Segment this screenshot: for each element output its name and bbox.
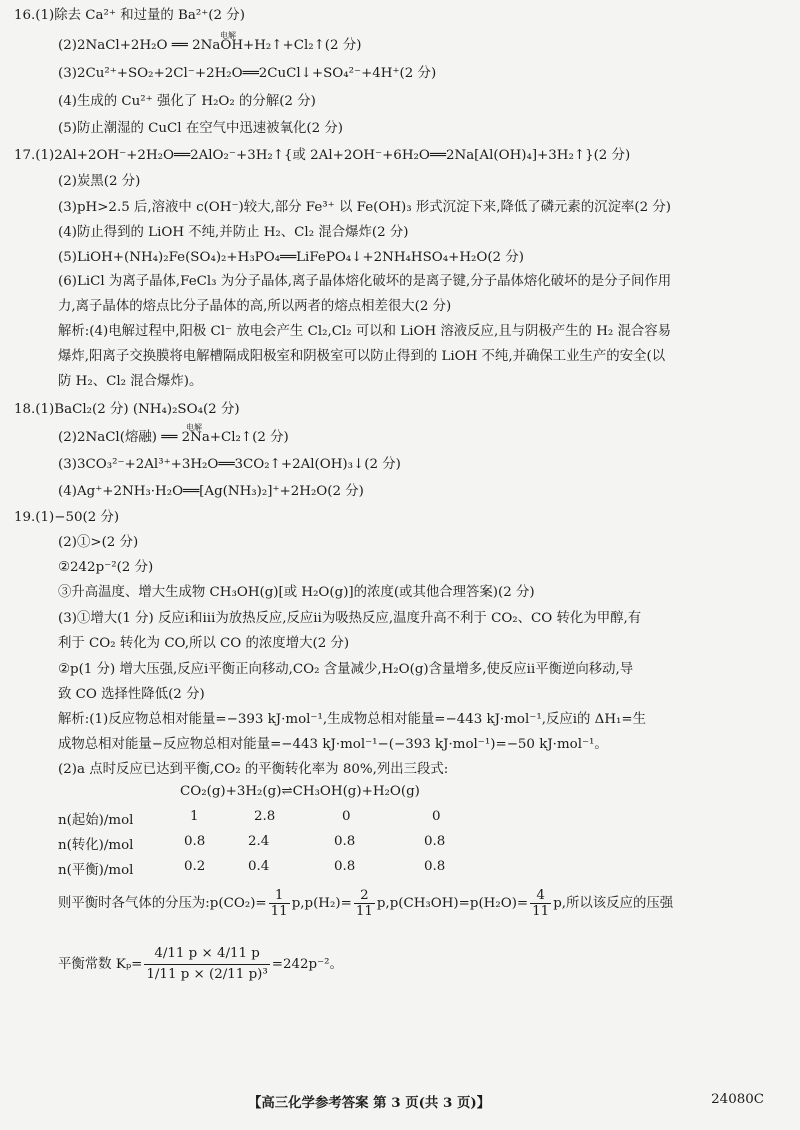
- q16-line-1: 16.(1)除去 Ca²⁺ 和过量的 Ba²⁺(2 分): [14, 8, 245, 23]
- q16-line-4: (4)生成的 Cu²⁺ 强化了 H₂O₂ 的分解(2 分): [58, 94, 316, 109]
- table-cell: 0.8: [184, 834, 206, 849]
- kp-denominator: 1/11 p × (2/11 p)³: [146, 967, 268, 982]
- q19-line-6a: ②p(1 分) 增大压强,反应ⅰ平衡正向移动,CO₂ 含量减少,H₂O(g)含量增多,使反应ⅱ平衡逆向移动,导: [58, 662, 634, 677]
- q17-line-6b: 力,离子晶体的熔点比分子晶体的高,所以两者的熔点相差很大(2 分): [58, 299, 452, 314]
- q17-line-7a: 解析:(4)电解过程中,阳极 Cl⁻ 放电会产生 Cl₂,Cl₂ 可以和 LiOH 溶液反应,且与阴极产生的 H₂ 混合容易: [58, 324, 672, 339]
- table-cell: 0: [432, 809, 441, 824]
- q17-line-7b: 爆炸,阳离子交换膜将电解槽隔成阳极室和阴极室可以防止得到的 LiOH 不纯,并确保工业生产的安全(以: [58, 349, 666, 364]
- q19-line-7b: 成物总相对能量−反应物总相对能量=−443 kJ·mol⁻¹−(−393 kJ·mol⁻¹)=−50 kJ·mol⁻¹。: [58, 737, 608, 752]
- q17-line-6a: (6)LiCl 为离子晶体,FeCl₃ 为分子晶体,离子晶体熔化破坏的是离子键,分子晶体熔化破坏的是分子间作用: [58, 274, 672, 289]
- kp-fraction: [144, 944, 269, 985]
- q19-line-5a: (3)①增大(1 分) 反应ⅰ和ⅲ为放热反应,反应ⅱ为吸热反应,温度升高不利于 CO₂、CO 转化为甲醇,有: [58, 611, 642, 626]
- fraction-numerator: 2: [354, 888, 375, 904]
- q17-line-2: (2)炭黑(2 分): [58, 174, 141, 189]
- table-cell: 0.8: [334, 834, 356, 849]
- q16-line-2-text: (2)2NaCl+2H₂O ══ 2NaOH+H₂↑+Cl₂↑(2 分): [58, 38, 362, 53]
- q19-line-6b: 致 CO 选择性降低(2 分): [58, 687, 205, 702]
- kp-text-1: 平衡常数 Kₚ=: [58, 957, 143, 972]
- q19-line-4: ③升高温度、增大生成物 CH₃OH(g)[或 H₂O(g)]的浓度(或其他合理答案)(2 分): [58, 585, 535, 600]
- q17-line-5: (5)LiOH+(NH₄)₂Fe(SO₄)₂+H₃PO₄══LiFePO₄↓+2NH₄HSO₄+H₂O(2 分): [58, 250, 524, 265]
- q19-line-2: (2)①>(2 分): [58, 535, 139, 550]
- fraction-denominator: 11: [270, 904, 288, 919]
- q17-line-1: 17.(1)2Al+2OH⁻+2H₂O══2AlO₂⁻+3H₂↑{或 2Al+2OH⁻+6H₂O══2Na[Al(OH)₄]+3H₂↑}(2 分): [14, 148, 631, 163]
- q16-line-5: (5)防止潮湿的 CuCl 在空气中迅速被氧化(2 分): [58, 121, 343, 136]
- table-cell: 2.4: [248, 834, 270, 849]
- q16-line-3: (3)2Cu²⁺+SO₂+2Cl⁻+2H₂O══2CuCl↓+SO₄²⁻+4H⁺(2 分): [58, 66, 437, 81]
- table-row-label: n(起始)/mol: [58, 813, 134, 828]
- q16-line-2-cond: 电解: [220, 31, 236, 40]
- table-cell: 0.4: [248, 859, 270, 874]
- q18-line-1: 18.(1)BaCl₂(2 分) (NH₄)₂SO₄(2 分): [14, 402, 240, 417]
- q17-line-3: (3)pH>2.5 后,溶液中 c(OH⁻)较大,部分 Fe³⁺ 以 Fe(OH)₃ 形式沉淀下来,降低了磷元素的沉淀率(2 分): [58, 200, 671, 215]
- fraction-denominator: 11: [532, 904, 550, 919]
- table-header-equation: CO₂(g)+3H₂(g)⇌CH₃OH(g)+H₂O(g): [180, 784, 420, 799]
- table-cell: 0.8: [334, 859, 356, 874]
- pp-text-1: 则平衡时各气体的分压为:p(CO₂)=: [58, 896, 267, 911]
- pp-text-2: p,p(H₂)=: [291, 896, 352, 911]
- fraction: [530, 888, 551, 919]
- q18-line-4: (4)Ag⁺+2NH₃·H₂O══[Ag(NH₃)₂]⁺+2H₂O(2 分): [58, 484, 364, 499]
- table-cell: 2.8: [254, 809, 276, 824]
- q19-line-5b: 利于 CO₂ 转化为 CO,所以 CO 的浓度增大(2 分): [58, 636, 350, 651]
- q19-line-7a: 解析:(1)反应物总相对能量=−393 kJ·mol⁻¹,生成物总相对能量=−443 kJ·mol⁻¹,反应ⅰ的 ΔH₁=生: [58, 712, 647, 727]
- fraction: [354, 888, 375, 919]
- table-cell: 0.2: [184, 859, 206, 874]
- kp-numerator: 4/11 p × 4/11 p: [144, 944, 269, 965]
- fraction-numerator: 4: [530, 888, 551, 904]
- q18-line-2: [58, 423, 770, 448]
- q18-line-2-text: (2)2NaCl(熔融) ══ 2Na+Cl₂↑(2 分): [58, 430, 289, 445]
- table-cell: 1: [190, 809, 199, 824]
- pp-text-4: p,所以该反应的压强: [553, 896, 674, 911]
- fraction-numerator: 1: [269, 888, 290, 904]
- footer-title: 【高三化学参考答案 第 3 页(共 3 页)】: [248, 1095, 491, 1111]
- q19-partial-pressures: [58, 888, 770, 920]
- kp-text-2: =242p⁻²。: [271, 957, 343, 972]
- q19-line-8: (2)a 点时反应已达到平衡,CO₂ 的平衡转化率为 80%,列出三段式:: [58, 762, 449, 777]
- q19-line-1: 19.(1)−50(2 分): [14, 510, 120, 525]
- q17-line-7c: 防 H₂、Cl₂ 混合爆炸)。: [58, 374, 203, 389]
- pp-text-3: p,p(CH₃OH)=p(H₂O)=: [376, 896, 529, 911]
- fraction: [269, 888, 290, 919]
- q16-line-2: [58, 31, 770, 56]
- equilibrium-table: [58, 784, 518, 880]
- q18-line-3: (3)3CO₃²⁻+2Al³⁺+3H₂O══3CO₂↑+2Al(OH)₃↓(2 分): [58, 457, 401, 472]
- fraction-denominator: 11: [355, 904, 373, 919]
- q19-line-3: ②242p⁻²(2 分): [58, 560, 154, 575]
- table-cell: 0.8: [424, 834, 446, 849]
- footer-code: 24080C: [711, 1092, 764, 1107]
- q19-kp-expression: [58, 944, 770, 985]
- table-row-label: n(转化)/mol: [58, 838, 134, 853]
- q18-line-2-cond: 电解: [186, 423, 202, 432]
- table-cell: 0.8: [424, 859, 446, 874]
- table-row-label: n(平衡)/mol: [58, 863, 134, 878]
- table-cell: 0: [342, 809, 351, 824]
- q17-line-4: (4)防止得到的 LiOH 不纯,并防止 H₂、Cl₂ 混合爆炸(2 分): [58, 225, 409, 240]
